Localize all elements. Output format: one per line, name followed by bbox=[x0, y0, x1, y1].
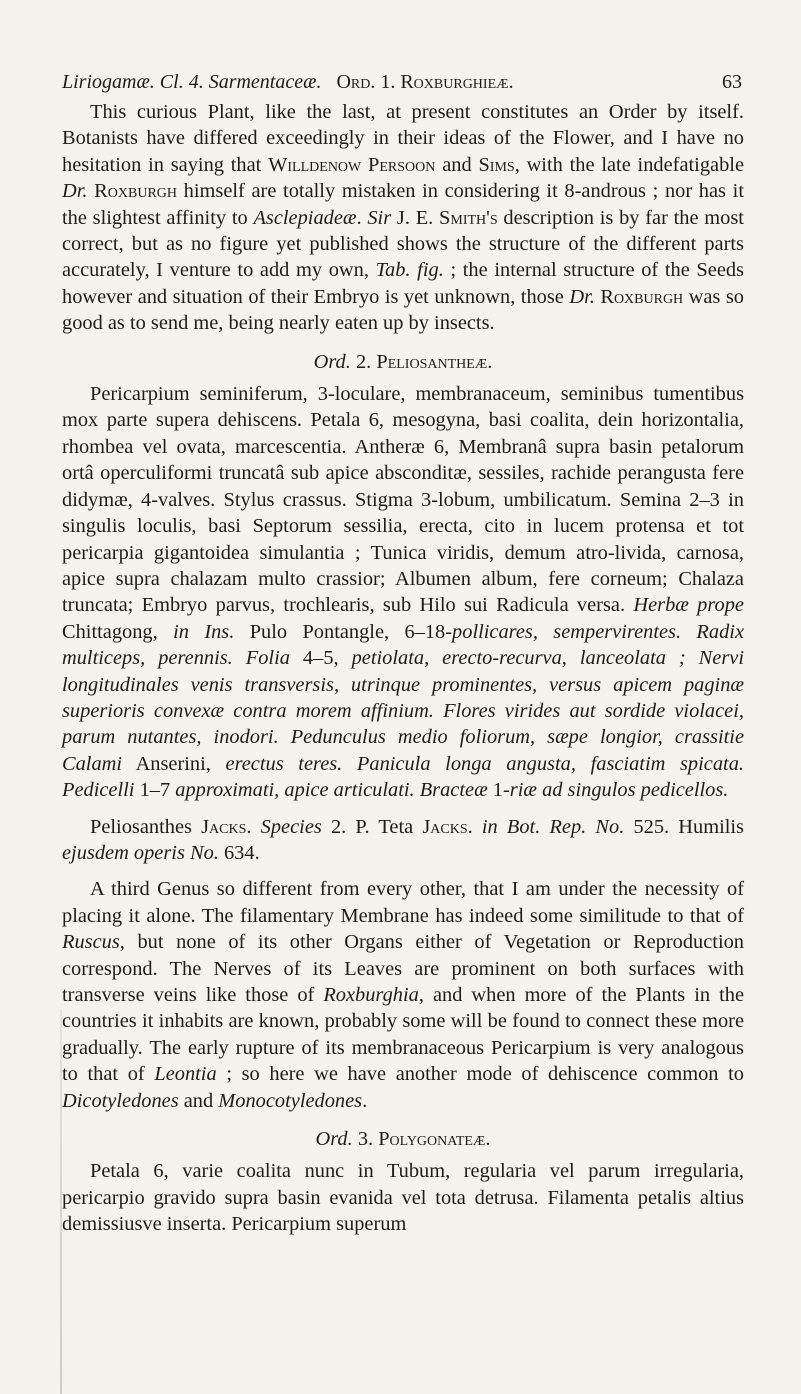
page-gutter-shadow bbox=[60, 1010, 62, 1394]
paragraph-roxburghieae-commentary: This curious Plant, like the last, at present constitutes an Order by itself. Botanists have differed exceedingly in their ideas of the Flower, and I have no hesitation in saying that Willdenow Persoon and Sims, with the late indefatigable Dr. Roxburgh himself are totally mistaken in considering it 8-androus ; nor has it the slightest affinity to Asclepiadeæ. Sir J. E. Smith's description is by far the most correct, but as no figure yet published shows the structure of the different parts accurately, I venture to add my own, Tab. fig. ; the internal structure of the Seeds however and situation of their Embryo is yet unknown, those Dr. Roxburgh was so good as to send me, being nearly eaten up by insects. bbox=[62, 101, 744, 335]
running-title: Liriogamæ. Cl. 4. Sarmentaceæ. bbox=[62, 71, 322, 93]
paragraph-polygonateae-description: Petala 6, varie coalita nunc in Tubum, regularia vel parum irregularia, pericarpio gravido supra basin evanida vel tota detrusa. Filamenta petalis altius demissiusve inserta. Pericarpium superum bbox=[62, 1160, 744, 1236]
running-header bbox=[62, 70, 742, 94]
paragraph-peliosantheae-description: Pericarpium seminiferum, 3-loculare, membranaceum, seminibus tumentibus mox parte supera dehiscens. Petala 6, mesogyna, basi coalita, dein horizontalia, rhombea vel ovata, marcescentia. Antheræ 6, Membranâ supra basin petalorum ortâ operculiformi truncatâ sub apice absconditæ, sessiles, rachide perangusta fere didymæ, 4-valves. Stylus crassus. Stigma 3-lobum, umbilicatum. Semina 2–3 in singulis loculis, basi Septorum sessilia, erecta, cito in lucem protensa et tot pericarpia gigantoidea simulantia ; Tunica viridis, demum atro-livida, carnosa, apice supra chalazam multo crassior; Albumen album, fere corneum; Chalaza truncata; Embryo parvus, trochlearis, sub Hilo sui Radicula versa. Herbæ prope Chittagong, in Ins. Pulo Pontangle, 6–18-pollicares, sempervirentes. Radix multiceps, perennis. Folia 4–5, petiolata, erecto-recurva, lanceolata ; Nervi longitudinales venis transversis, utrinque prominentes, versus apicem paginæ superioris convexæ contra morem affinium. Flores virides aut sordide violacei, parum nutantes, inodori. Pedunculus medio foliorum, sæpe longior, crassitie Calami Anserini, erectus teres. Panicula longa angusta, fasciatim spicata. Pedicelli 1–7 approximati, apice articulati. Bracteæ 1-riæ ad singulos pedicellos. bbox=[62, 383, 744, 802]
order-title: Ord. 1. Roxburghieæ. bbox=[336, 71, 514, 93]
heading-ord-2: Ord. 2. Peliosantheæ. bbox=[313, 350, 493, 373]
heading-ord-3: Ord. 3. Polygonateæ. bbox=[315, 1128, 491, 1151]
page-number: 63 bbox=[722, 71, 742, 93]
paragraph-peliosanthes-species: Peliosanthes Jacks. Species 2. P. Teta Jacks. in Bot. Rep. No. 525. Humilis ejusdem operis No. 634. bbox=[62, 815, 744, 864]
paragraph-third-genus-commentary: A third Genus so different from every other, that I am under the necessity of placing it alone. The filamentary Membrane has indeed some similitude to that of Ruscus, but none of its other Organs either of Vegetation or Reproduction correspond. The Nerves of its Leaves are prominent on both surfaces with transverse veins like those of Roxburghia, and when more of the Plants in the countries it inhabits are known, probably some will be found to connect these more gradually. The early rupture of its membranaceous Pericarpium is very analogous to that of Leontia ; so here we have another mode of dehiscence common to Dicotyledones and Monocotyledones. bbox=[62, 878, 745, 1112]
page-body bbox=[62, 99, 744, 1238]
